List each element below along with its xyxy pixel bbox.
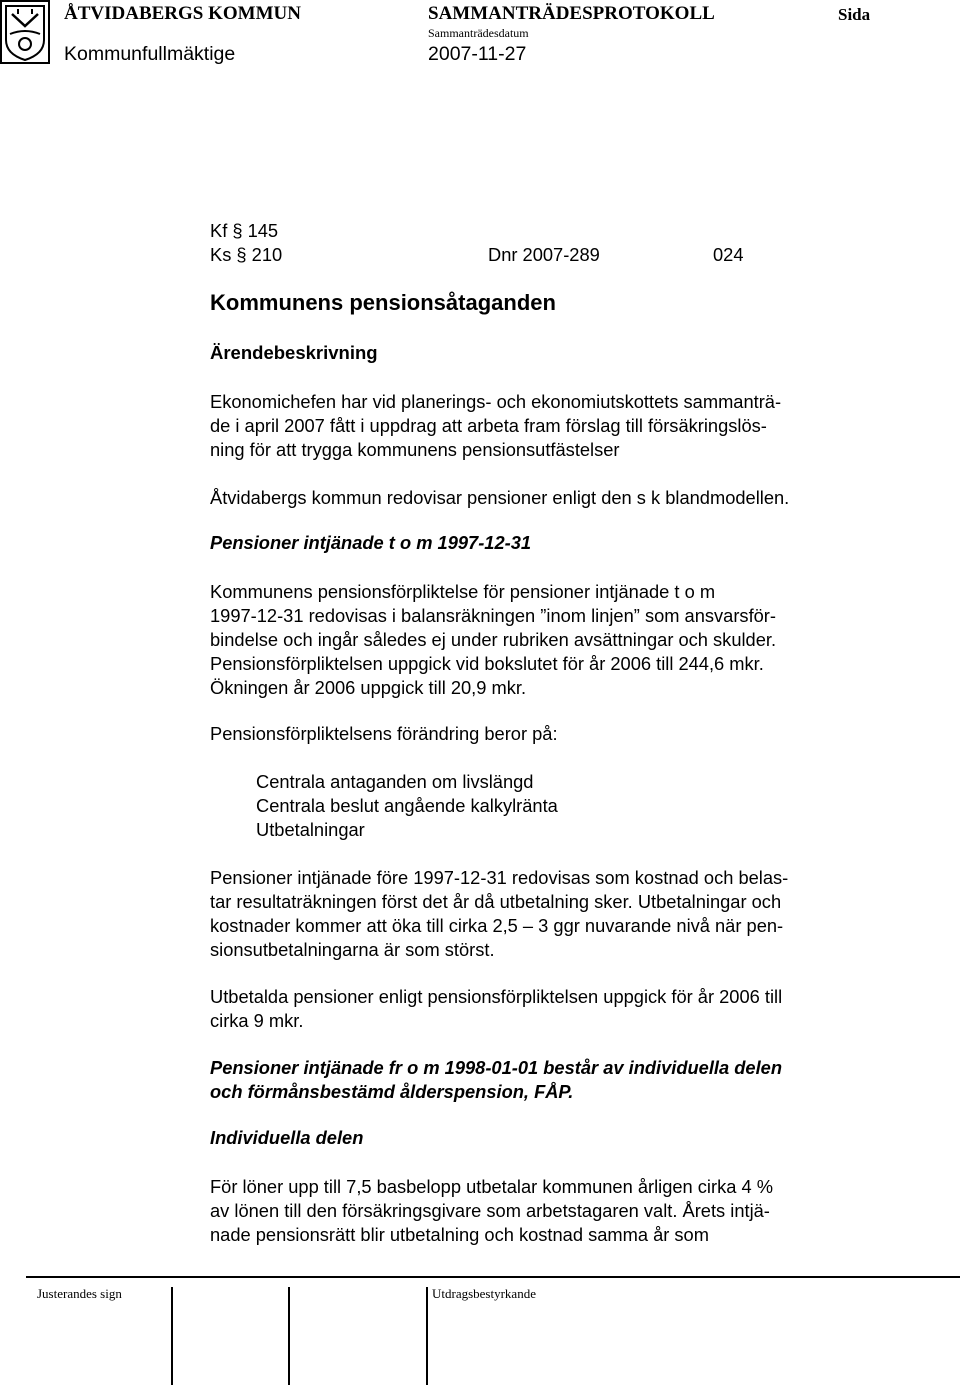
list-item: Centrala antaganden om livslängd [256,771,534,792]
kf-reference: Kf § 145 [210,220,279,241]
signature-divider [426,1287,428,1385]
date-label: Sammanträdesdatum [428,26,529,40]
list-item: Utbetalningar [256,819,365,840]
text-line: Pensioner intjänade fr o m 1998-01-01 består av individuella delen [210,1057,783,1078]
paragraph-change-intro: Pensionsförpliktelsens förändring beror på: [210,723,558,744]
text-line: Pensionsförpliktelsen uppgick vid bokslutet för år 2006 till 244,6 mkr. [210,653,764,674]
text-line: nade pensionsrätt blir utbetalning och kostnad samma år som [210,1224,709,1245]
org-name: ÅTVIDABERGS KOMMUN [64,3,301,24]
meeting-date: 2007-11-27 [428,43,527,65]
signature-divider [288,1287,290,1385]
text-line: Ökningen år 2006 uppgick till 20,9 mkr. [210,677,527,698]
text-line: Pensioner intjänade före 1997-12-31 redovisas som kostnad och belas- [210,867,789,888]
subheading-individual: Individuella delen [210,1127,364,1148]
footer-rule [26,1276,960,1278]
signature-divider [171,1287,173,1385]
page-title: Kommunens pensionsåtaganden [210,290,556,315]
subheading-pre-1998: Pensioner intjänade t o m 1997-12-31 [210,532,532,553]
text-line: av lönen till den försäkringsgivare som arbetstagaren valt. Årets intjä- [210,1200,770,1221]
section-heading: Ärendebeskrivning [210,342,378,363]
paragraph-blandmodellen: Åtvidabergs kommun redovisar pensioner enligt den s k blandmodellen. [210,487,790,508]
text-line: tar resultaträkningen först det år då utbetalning sker. Utbetalningar och [210,891,782,912]
diary-number: Dnr 2007-289 [488,244,600,265]
list-item: Centrala beslut angående kalkylränta [256,795,558,816]
text-line: Ekonomichefen har vid planerings- och ekonomiutskottets sammanträ- [210,391,782,412]
footer-justerandes-label: Justerandes sign [37,1286,122,1301]
text-line: Utbetalda pensioner enligt pensionsförpliktelsen uppgick för år 2006 till [210,986,783,1007]
text-line: cirka 9 mkr. [210,1010,304,1031]
text-line: Kommunens pensionsförpliktelse för pensioner intjänade t o m [210,581,716,602]
text-line: 1997-12-31 redovisas i balansräkningen ”inom linjen” som ansvarsför- [210,605,776,626]
text-line: För löner upp till 7,5 basbelopp utbetalar kommunen årligen cirka 4 % [210,1176,773,1197]
page-label: Sida [838,5,871,24]
text-line: och förmånsbestämd ålderspension, FÅP. [210,1081,574,1102]
text-line: ning för att trygga kommunens pensionsutfästelser [210,439,620,460]
ks-reference: Ks § 210 [210,244,283,265]
text-line: sionsutbetalningarna är som störst. [210,939,495,960]
text-line: kostnader kommer att öka till cirka 2,5 – 3 ggr nuvarande nivå när pen- [210,915,784,936]
text-line: bindelse och ingår således ej under rubriken avsättningar och skulder. [210,629,777,650]
footer-utdrag-label: Utdragsbestyrkande [432,1286,536,1301]
text-line: de i april 2007 fått i uppdrag att arbeta fram förslag till försäkringslös- [210,415,767,436]
body-name: Kommunfullmäktige [64,43,236,65]
archive-code: 024 [713,244,744,265]
municipality-logo-icon [0,0,50,64]
document-type: SAMMANTRÄDESPROTOKOLL [428,3,715,24]
